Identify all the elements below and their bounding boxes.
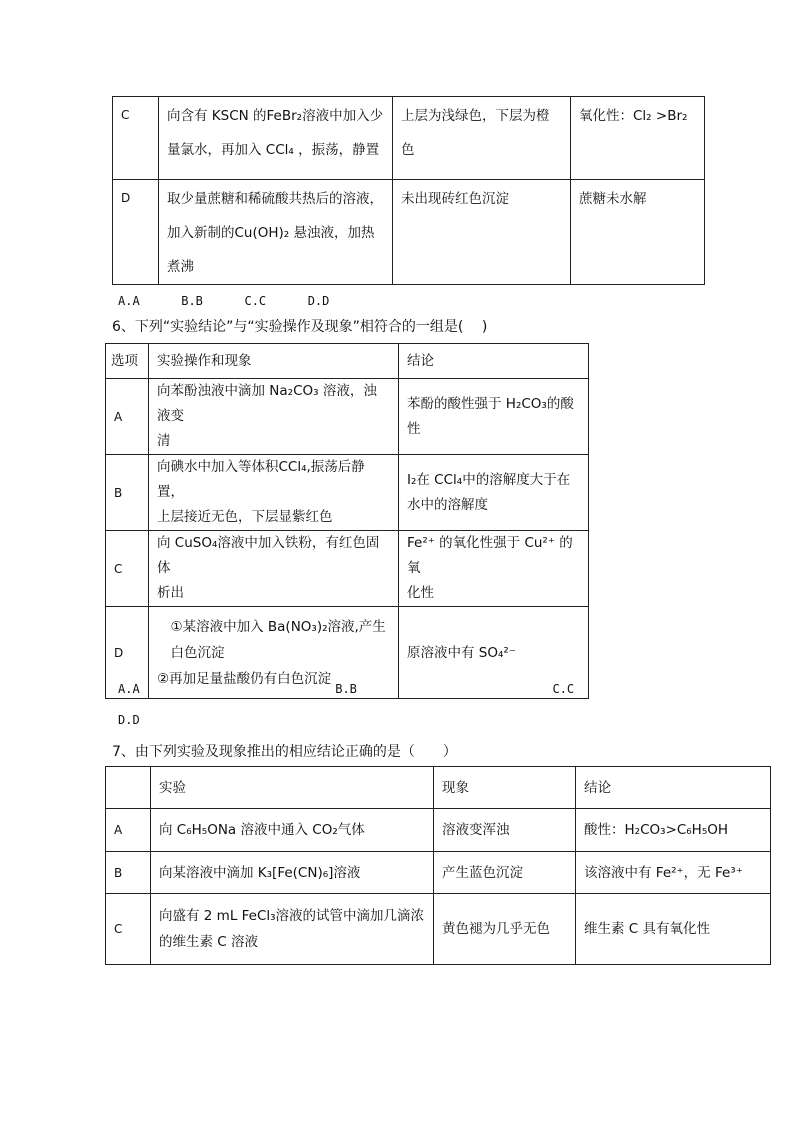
row-label: D	[113, 180, 159, 285]
header-operation: 实验操作和现象	[149, 344, 399, 379]
row-label: B	[106, 852, 151, 894]
row-label: A	[106, 379, 149, 455]
q7-stem: 7、由下列实验及现象推出的相应结论正确的是（ ）	[112, 744, 457, 760]
header-phenomenon: 现象	[434, 767, 576, 809]
row-label: C	[106, 531, 149, 607]
phenomenon-cell: 上层为浅绿色，下层为橙色	[393, 97, 571, 180]
table-row	[113, 97, 705, 180]
q6-stem: 6、下列“实验结论”与“实验操作及现象”相符合的一组是( )	[112, 319, 488, 335]
q6-table	[105, 343, 589, 699]
phenomenon-cell: 产生蓝色沉淀	[434, 852, 576, 894]
operation-line: 煮沸	[167, 259, 194, 275]
operation-line: 向 CuSO₄溶液中加入铁粉，有红色固体	[157, 535, 380, 576]
q5-choices	[118, 294, 329, 308]
phenomenon-cell: 黄色褪为几乎无色	[434, 894, 576, 965]
conclusion-line: 原溶液中有 SO₄²⁻	[407, 644, 516, 661]
operation-line: 量氯水，再加入 CCl₄ ，振荡，静置	[167, 142, 380, 158]
experiment-line: 的维生素 C 溶液	[159, 934, 259, 950]
operation-cell	[149, 455, 399, 531]
conclusion-line: I₂在 CCl₄中的溶解度大于在	[407, 471, 571, 488]
row-label: B	[106, 455, 149, 531]
conclusion-cell: 氧化性：Cl₂ >Br₂	[571, 97, 705, 180]
header-option: 选项	[106, 344, 149, 379]
choice-c[interactable]: C.C	[552, 682, 575, 696]
q6-choices	[118, 682, 598, 696]
header-conclusion: 结论	[399, 344, 589, 379]
table-row	[106, 852, 771, 894]
header-conclusion: 结论	[576, 767, 771, 809]
header-blank	[106, 767, 151, 809]
choice-b[interactable]: B.B	[181, 294, 203, 308]
table-row	[106, 379, 589, 455]
table-header-row	[106, 344, 589, 379]
conclusion-cell: 维生素 C 具有氧化性	[576, 894, 771, 965]
conclusion-cell	[399, 531, 589, 607]
conclusion-cell	[399, 455, 589, 531]
q5-table	[112, 96, 705, 285]
experiment-line: 向盛有 2 mL FeCl₃溶液的试管中滴加几滴浓	[159, 908, 425, 924]
conclusion-cell: 酸性：H₂CO₃>C₆H₅OH	[576, 809, 771, 852]
q6-choices-line2	[118, 713, 140, 727]
operation-cell	[159, 180, 393, 285]
conclusion-line: Fe²⁺ 的氧化性强于 Cu²⁺ 的氧	[407, 535, 573, 576]
operation-line: ②再加足量盐酸仍有白色沉淀	[157, 670, 332, 687]
experiment-cell: 向某溶液中滴加 K₃[Fe(CN)₆]溶液	[151, 852, 434, 894]
table-row	[106, 894, 771, 965]
conclusion-line: 化性	[407, 585, 434, 601]
conclusion-cell	[399, 379, 589, 455]
operation-line: ①某溶液中加入 Ba(NO₃)₂溶液,产生	[157, 618, 386, 635]
operation-line: 加入新制的Cu(OH)₂ 悬浊液，加热	[167, 225, 375, 241]
choice-d[interactable]: D.D	[118, 713, 140, 727]
operation-cell	[149, 379, 399, 455]
operation-line: 清	[157, 433, 171, 449]
table-header-row	[106, 767, 771, 809]
operation-line: 析出	[157, 585, 184, 601]
choice-a[interactable]: A.A	[118, 294, 140, 308]
conclusion-line: 苯酚的酸性强于 H₂CO₃的酸性	[407, 395, 574, 437]
experiment-cell	[151, 894, 434, 965]
table-row	[106, 455, 589, 531]
row-label: A	[106, 809, 151, 852]
operation-cell	[149, 531, 399, 607]
operation-line: 向苯酚浊液中滴加 Na₂CO₃ 溶液，浊液变	[157, 383, 377, 424]
table-row	[113, 180, 705, 285]
conclusion-cell: 蔗糖未水解	[571, 180, 705, 285]
choice-c[interactable]: C.C	[244, 294, 267, 308]
table-row	[106, 531, 589, 607]
choice-d[interactable]: D.D	[307, 294, 330, 308]
choice-b[interactable]: B.B	[335, 682, 357, 696]
conclusion-cell: 该溶液中有 Fe²⁺，无 Fe³⁺	[576, 852, 771, 894]
phenomenon-cell: 未出现砖红色沉淀	[393, 180, 571, 285]
table-row	[106, 809, 771, 852]
operation-line: 向碘水中加入等体积CCl₄,振荡后静置，	[157, 459, 365, 500]
row-label: D	[106, 607, 149, 699]
experiment-cell: 向 C₆H₅ONa 溶液中通入 CO₂气体	[151, 809, 434, 852]
row-label: C	[113, 97, 159, 180]
header-experiment: 实验	[151, 767, 434, 809]
operation-cell	[159, 97, 393, 180]
operation-line: 白色沉淀	[157, 644, 225, 661]
phenomenon-cell: 溶液变浑浊	[434, 809, 576, 852]
conclusion-line: 水中的溶解度	[407, 496, 488, 513]
operation-line: 向含有 KSCN 的FeBr₂溶液中加入少	[167, 108, 384, 124]
choice-a[interactable]: A.A	[118, 682, 140, 696]
operation-line: 上层接近无色，下层显紫红色	[157, 509, 333, 525]
row-label: C	[106, 894, 151, 965]
q7-table	[105, 766, 771, 965]
operation-line: 取少量蔗糖和稀硫酸共热后的溶液，	[167, 191, 383, 207]
